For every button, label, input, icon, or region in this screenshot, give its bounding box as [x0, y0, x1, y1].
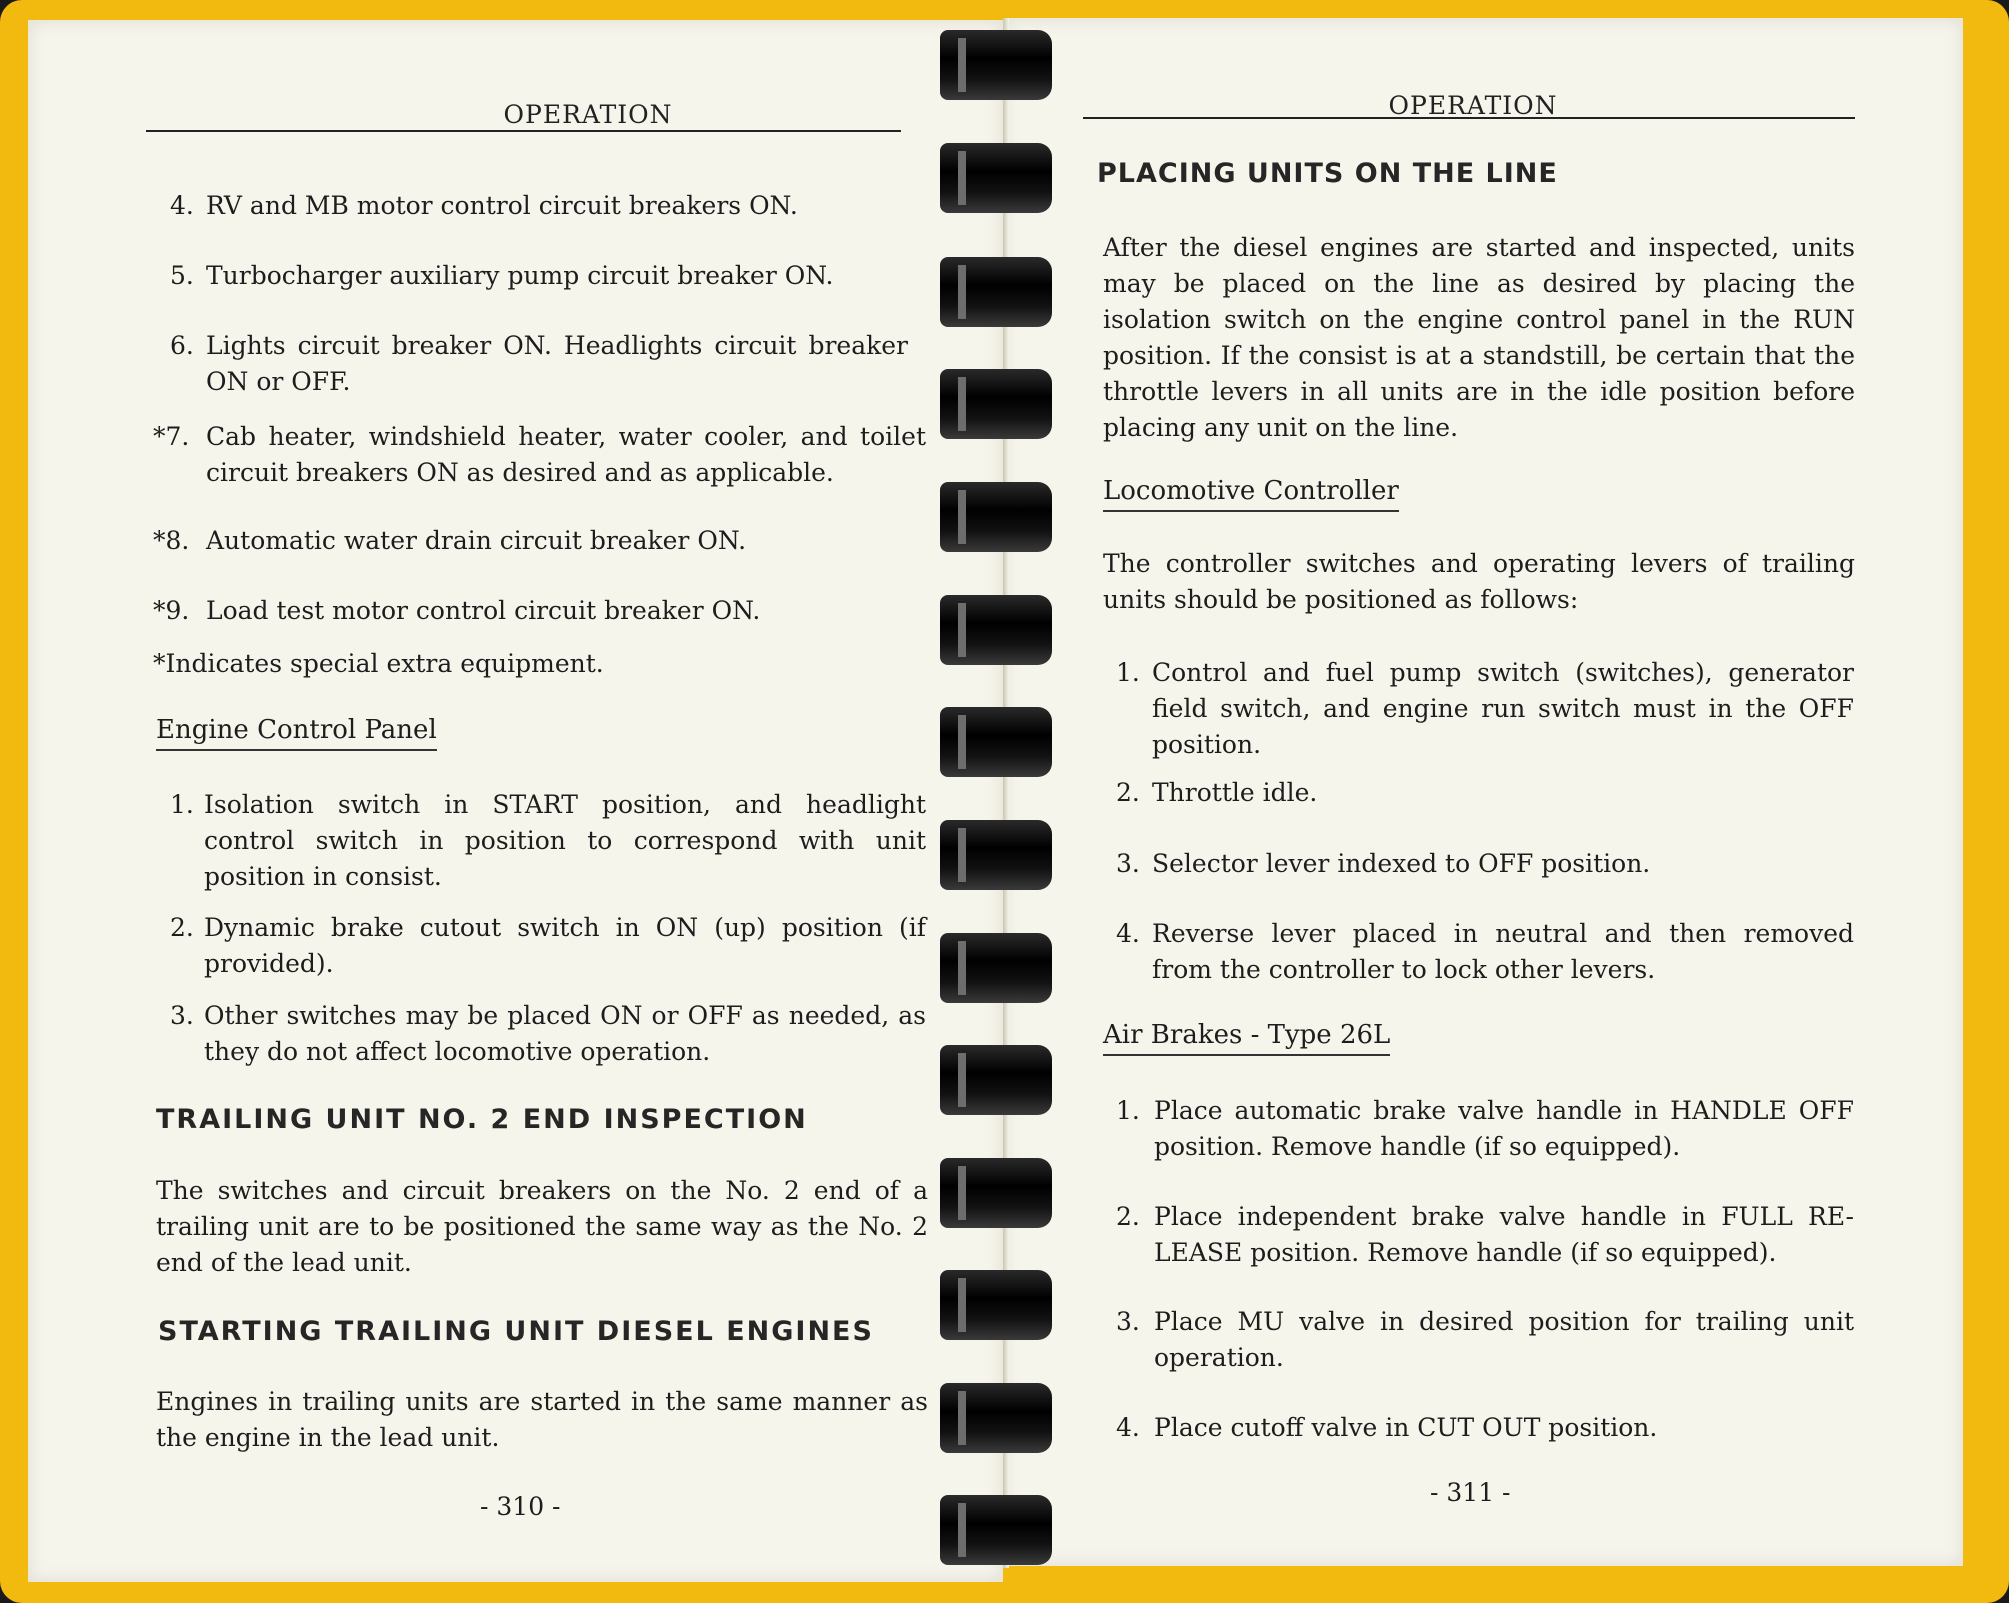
list-item [1116, 1410, 1856, 1450]
binding-coil [940, 1495, 1052, 1565]
item-text: Place independent brake valve handle in FULL RE-LEASE position. Remove handle (if so equipped). [1154, 1202, 1854, 1267]
item-text: Throttle idle. [1152, 778, 1318, 807]
binding-coil [940, 30, 1052, 100]
item-text: Reverse lever placed in neutral and then removed from the controller to lock other levers. [1152, 919, 1854, 984]
item-number: 3. [1116, 849, 1140, 878]
item-number: 2. [170, 913, 194, 942]
list-item [153, 593, 928, 633]
binding-coil [940, 369, 1052, 439]
list-item [170, 258, 930, 298]
item-text: Dynamic brake cutout switch in ON (up) position (if provided). [204, 913, 926, 978]
air-brakes-heading: Air Brakes - Type 26L [1103, 1020, 1390, 1056]
list-item [1116, 1199, 1856, 1275]
controller-intro: The controller switches and operating levers of trailing units should be positioned as follows: [1103, 549, 1855, 614]
binding-coil [940, 1270, 1052, 1340]
item-number: 1. [1116, 1096, 1140, 1125]
placing-units-heading: PLACING UNITS ON THE LINE [1097, 158, 1558, 189]
list-item [153, 419, 928, 495]
controller-heading: Locomotive Controller [1103, 476, 1399, 512]
right-page-header: OPERATION [1388, 91, 1558, 120]
item-number: 4. [1116, 919, 1140, 948]
list-item [1116, 655, 1856, 765]
trailing-inspection-text: The switches and circuit breakers on the No. 2 end of a trailing unit are to be positioned the same way as the No. 2 end of the lead unit. [156, 1176, 928, 1277]
item-text: Lights circuit breaker ON. Headlights circuit breaker ON or OFF. [206, 331, 908, 396]
right-header-rule [1083, 117, 1855, 119]
item-text: Automatic water drain circuit breaker ON. [206, 526, 747, 555]
left-page [28, 20, 1003, 1582]
item-number: 2. [1116, 778, 1140, 807]
list-item [1116, 1304, 1856, 1380]
footnote: *Indicates special extra equipment. [153, 649, 604, 678]
item-text: Selector lever indexed to OFF position. [1152, 849, 1651, 878]
item-number: 3. [1116, 1307, 1140, 1336]
item-text: Place automatic brake valve handle in HANDLE OFF position. Remove handle (if so equipped). [1154, 1096, 1854, 1161]
binding-coil [940, 1158, 1052, 1228]
engine-panel-heading: Engine Control Panel [156, 715, 437, 751]
binding-coil [940, 143, 1052, 213]
item-number: 3. [170, 1001, 194, 1030]
binding-coil [940, 933, 1052, 1003]
binding-coil [940, 595, 1052, 665]
item-number: 2. [1116, 1202, 1140, 1231]
item-number: 6. [170, 331, 194, 360]
item-number: 1. [1116, 658, 1140, 687]
starting-engines-text: Engines in trailing units are started in the same manner as the engine in the lead unit. [156, 1387, 928, 1452]
trailing-inspection-heading: TRAILING UNIT NO. 2 END INSPECTION [156, 1104, 808, 1135]
item-number: *8. [153, 526, 190, 555]
list-item [1116, 916, 1856, 992]
left-page-header: OPERATION [503, 100, 673, 129]
list-item [170, 328, 930, 404]
list-item [1116, 846, 1856, 886]
binding-coil [940, 482, 1052, 552]
item-text: Turbocharger auxiliary pump circuit breaker ON. [206, 261, 834, 290]
item-text: Control and fuel pump switch (switches), generator field switch, and engine run switch must in the OFF position. [1152, 658, 1854, 759]
item-text: Load test motor control circuit breaker ON. [206, 596, 761, 625]
item-text: RV and MB motor control circuit breakers ON. [206, 191, 798, 220]
left-header-rule [146, 130, 901, 132]
list-item [170, 910, 930, 986]
right-page-number: - 311 - [1430, 1478, 1511, 1507]
item-number: 1. [170, 790, 194, 819]
starting-engines-heading: STARTING TRAILING UNIT DIESEL ENGINES [158, 1316, 874, 1347]
item-text: Place MU valve in desired position for trailing unit operation. [1154, 1307, 1854, 1372]
list-item [1116, 1093, 1856, 1169]
left-page-number: - 310 - [480, 1492, 561, 1521]
item-number: *9. [153, 596, 190, 625]
list-item [1116, 775, 1856, 815]
list-item [170, 787, 930, 897]
list-item [153, 523, 928, 563]
binding-coil [940, 1045, 1052, 1115]
list-item [170, 188, 930, 228]
item-text: Isolation switch in START position, and headlight control switch in position to correspond with unit position in consist. [204, 790, 926, 891]
item-text: Cab heater, windshield heater, water cooler, and toilet circuit breakers ON as desired and as applicable. [206, 422, 926, 487]
item-text: Other switches may be placed ON or OFF as needed, as they do not affect locomotive operation. [204, 1001, 926, 1066]
binding-coil [940, 1383, 1052, 1453]
right-page [1003, 18, 1963, 1566]
binding-coil [940, 820, 1052, 890]
binding-coil [940, 257, 1052, 327]
item-number: 5. [170, 261, 194, 290]
list-item [170, 998, 930, 1074]
item-number: 4. [170, 191, 194, 220]
item-number: 4. [1116, 1413, 1140, 1442]
binding-coil [940, 707, 1052, 777]
item-number: *7. [153, 422, 190, 451]
placing-units-text: After the diesel engines are started and inspected, units may be placed on the line as desired by placing the isolation switch on the engine control panel in the RUN position. If the consist is at a standstill, be certain that the throttle levers in all units are in the idle position before placing any unit on the line. [1103, 233, 1855, 442]
item-text: Place cutoff valve in CUT OUT position. [1154, 1413, 1658, 1442]
